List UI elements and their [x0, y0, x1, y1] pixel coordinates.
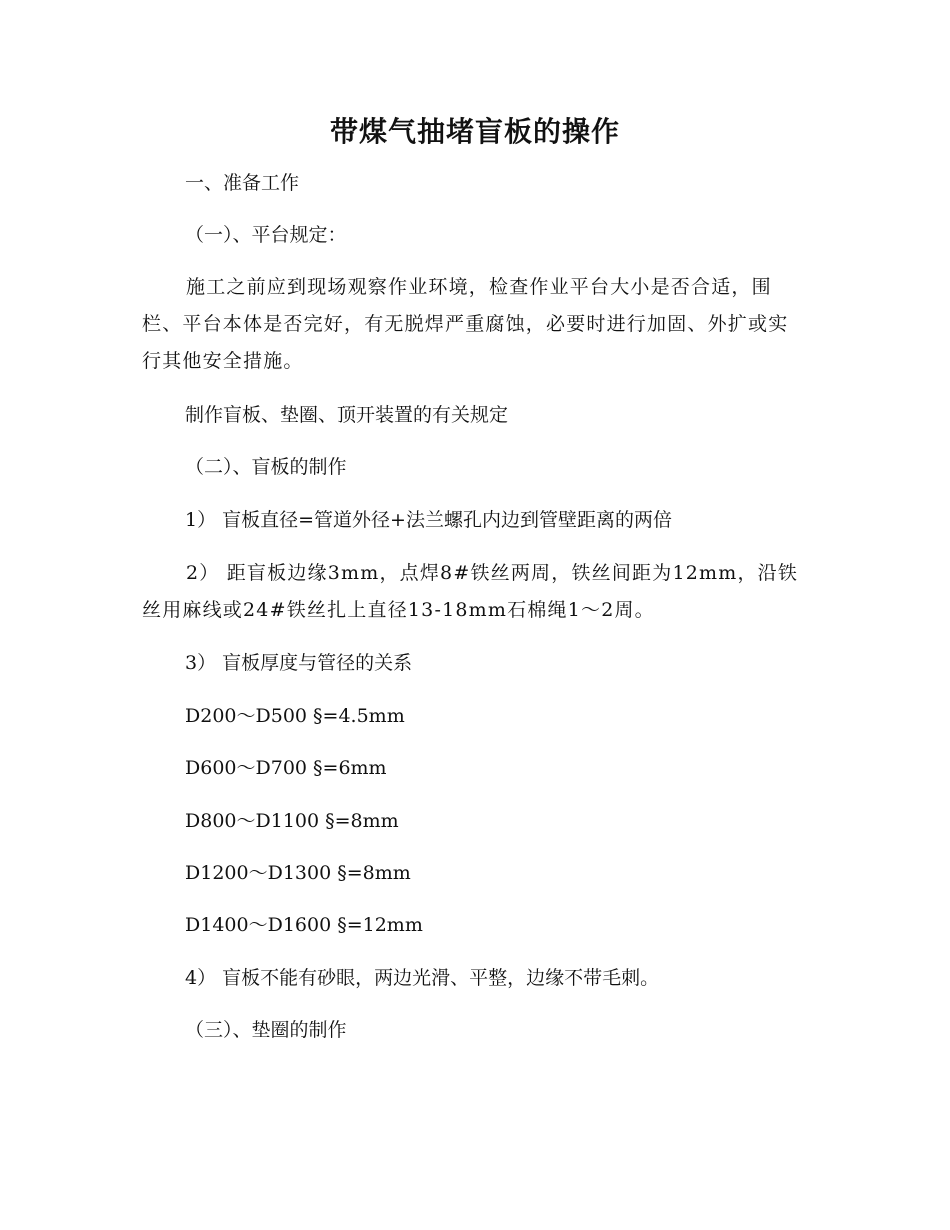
- section-blind-plate-fabrication: （二）、盲板的制作: [185, 456, 347, 478]
- thickness-row: D1200～D1300 §=8mm: [185, 862, 411, 884]
- list-item-2: 2） 距盲板边缘3mm，点焊8#铁丝两周，铁丝间距为12mm，沿铁丝用麻线或24#铁丝扎上直径13-18mm石棉绳1～2周。: [142, 562, 799, 621]
- list-item-3: 3） 盲板厚度与管径的关系: [185, 652, 413, 674]
- list-item-4: 4） 盲板不能有砂眼，两边光滑、平整，边缘不带毛刺。: [185, 967, 660, 989]
- section-platform-rules: （一）、平台规定：: [185, 224, 347, 246]
- section-gasket-fabrication: （三）、垫圈的制作: [185, 1019, 347, 1041]
- line-fabrication-rules: 制作盲板、垫圈、顶开装置的有关规定: [185, 404, 509, 426]
- thickness-row: D600～D700 §=6mm: [185, 757, 387, 779]
- thickness-row: D200～D500 §=4.5mm: [185, 705, 405, 727]
- paragraph-platform-inspection: 施工之前应到现场观察作业环境，检查作业平台大小是否合适，围栏、平台本体是否完好，有无脱焊严重腐蚀，必要时进行加固、外扩或实行其他安全措施。: [142, 276, 789, 372]
- document-title: 带煤气抽堵盲板的操作: [329, 115, 620, 148]
- thickness-row: D1400～D1600 §=12mm: [185, 914, 423, 936]
- thickness-row: D800～D1100 §=8mm: [185, 810, 399, 832]
- list-item-1: 1） 盲板直径=管道外径+法兰螺孔内边到管壁距离的两倍: [185, 509, 672, 531]
- heading-preparation: 一、准备工作: [185, 172, 300, 194]
